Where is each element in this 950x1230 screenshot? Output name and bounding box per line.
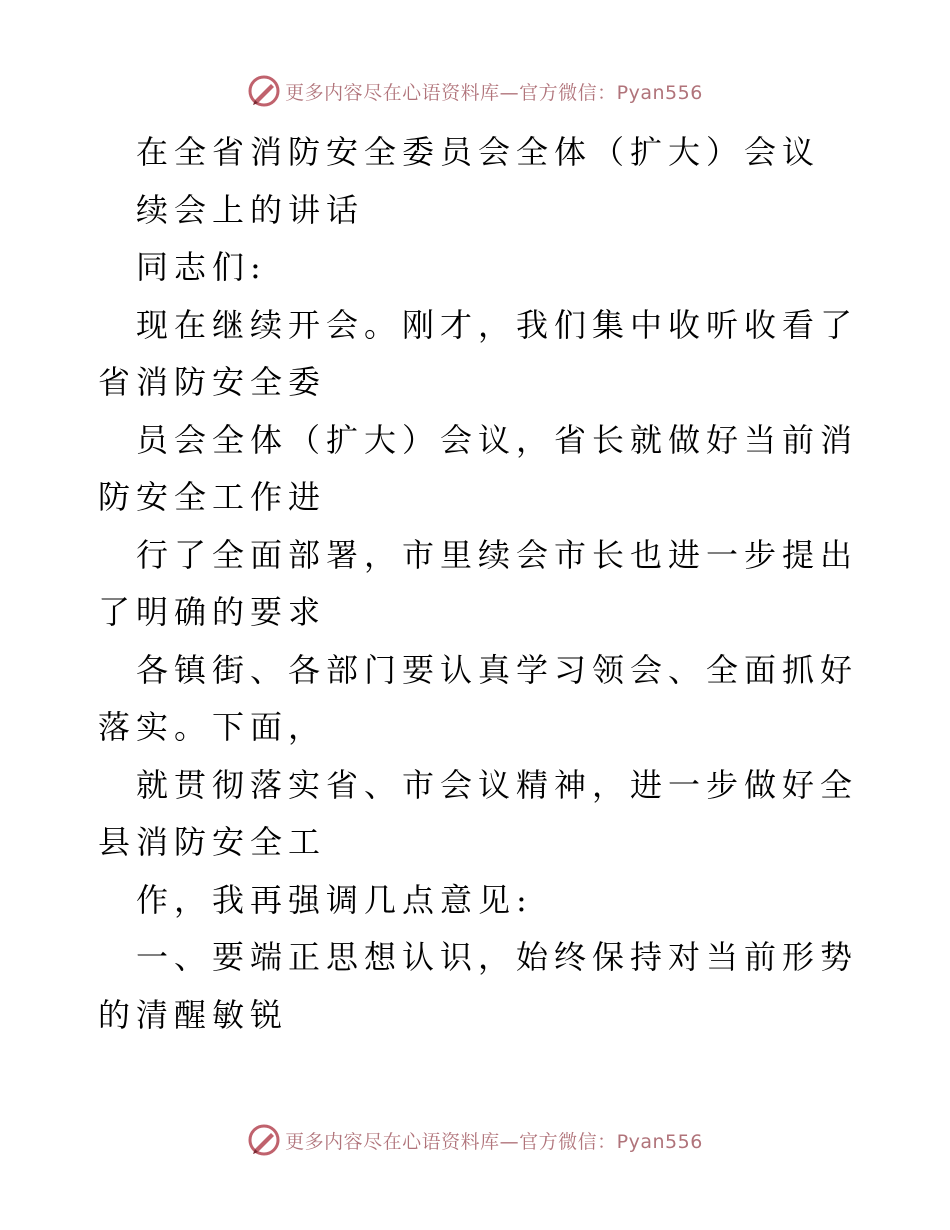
footer-watermark xyxy=(0,1120,950,1160)
salutation: 同志们: xyxy=(136,248,267,286)
pen-logo-icon xyxy=(247,74,281,108)
paragraph: 作，我再强调几点意见: xyxy=(136,880,533,919)
paragraph: 就贯彻落实省、市会议精神，进一步做好全县消防安全工 xyxy=(98,765,859,861)
title-line-1: 在全省消防安全委员会全体（扩大）会议 xyxy=(136,133,821,171)
document-body xyxy=(98,124,858,1044)
pen-logo-icon xyxy=(247,1123,281,1157)
section-heading: 一、要端正思想认识，始终保持对当前形势的清醒敏锐 xyxy=(98,938,859,1034)
paragraph: 现在继续开会。刚才，我们集中收听收看了省消防安全委 xyxy=(98,305,859,401)
header-watermark xyxy=(0,71,950,111)
watermark-text: 更多内容尽在心语资料库—官方微信：Pyan556 xyxy=(285,81,703,104)
paragraph: 行了全面部署，市里续会市长也进一步提出了明确的要求 xyxy=(98,535,859,631)
paragraph: 员会全体（扩大）会议，省长就做好当前消防安全工作进 xyxy=(98,420,859,516)
paragraph: 各镇街、各部门要认真学习领会、全面抓好落实。下面， xyxy=(98,650,859,746)
title-line-2: 续会上的讲话 xyxy=(136,190,365,229)
watermark-text: 更多内容尽在心语资料库—官方微信：Pyan556 xyxy=(285,1130,703,1153)
